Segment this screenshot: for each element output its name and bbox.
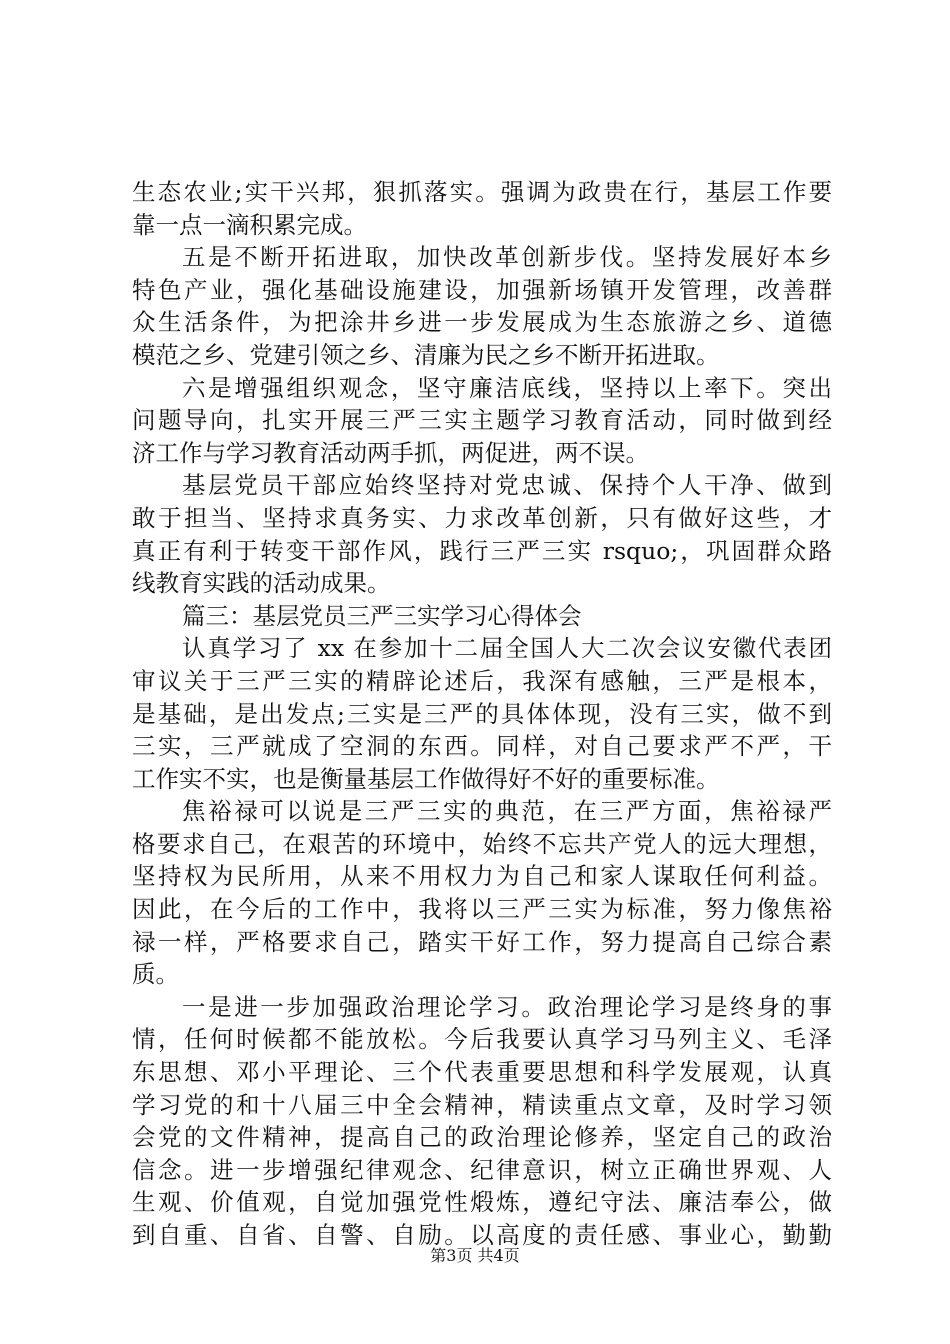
- text-line: 信念。进一步增强纪律观念、纪律意识，树立正确世界观、人: [132, 1155, 832, 1184]
- text-line: 模范之乡、党建引领之乡、清廉为民之乡不断开拓进取。: [132, 340, 720, 369]
- page-footer: [0, 1246, 950, 1266]
- document-body: [132, 176, 832, 1252]
- text-line: 会党的文件精神，提高自己的政治理论修养，坚定自己的政治: [132, 1123, 832, 1152]
- text-line: 五是不断开拓进取，加快改革创新步伐。坚持发展好本乡: [182, 243, 832, 272]
- text-line: 因此，在今后的工作中，我将以三严三实为标准，努力像焦裕: [132, 895, 832, 924]
- text-line: 坚持权为民所用，从来不用权力为自己和家人谋取任何利益。: [132, 862, 832, 891]
- text-line: 基层党员干部应始终坚持对党忠诚、保持个人干净、做到: [182, 471, 832, 500]
- text-line: 东思想、邓小平理论、三个代表重要思想和科学发展观，认真: [132, 1058, 832, 1087]
- text-line: 一是进一步加强政治理论学习。政治理论学习是终身的事: [182, 992, 832, 1021]
- text-line: 线教育实践的活动成果。: [132, 569, 391, 598]
- text-line: 认真学习了 xx 在参加十二届全国人大二次会议安徽代表团: [182, 634, 832, 663]
- text-line: 是基础，是出发点;三实是三严的具体体现，没有三实，做不到: [132, 699, 832, 728]
- text-line: 工作实不实，也是衡量基层工作做得好不好的重要标准。: [132, 764, 720, 793]
- text-line: 真正有利于转变干部作风，践行三严三实 rsquo;，巩固群众路: [132, 536, 832, 565]
- text-line: 情，任何时候都不能放松。今后我要认真学习马列主义、毛泽: [132, 1025, 832, 1054]
- text-line: 生态农业;实干兴邦，狠抓落实。强调为政贵在行，基层工作要: [132, 178, 832, 206]
- text-line: 到自重、自省、自警、自励。以高度的责任感、事业心，勤勤: [132, 1221, 832, 1249]
- text-line: 审议关于三严三实的精辟论述后，我深有感触，三严是根本，: [132, 666, 832, 695]
- text-line: 篇三：基层党员三严三实学习心得体会: [182, 601, 582, 630]
- text-line: 禄一样，严格要求自己，踏实干好工作，努力提高自己综合素: [132, 927, 832, 956]
- page-number: 第3页 共4页: [430, 1246, 520, 1265]
- text-line: 济工作与学习教育活动两手抓，两促进，两不误。: [132, 438, 649, 467]
- text-line: 学习党的和十八届三中全会精神，精读重点文章，及时学习领: [132, 1090, 832, 1119]
- text-line: 六是增强组织观念，坚守廉洁底线，坚持以上率下。突出: [182, 373, 832, 402]
- text-line: 焦裕禄可以说是三严三实的典范，在三严方面，焦裕禄严: [182, 797, 832, 826]
- text-line: 三实，三严就成了空洞的东西。同样，对自己要求严不严，干: [132, 732, 832, 761]
- text-line: 质。: [132, 960, 179, 989]
- text-line: 敢于担当、坚持求真务实、力求改革创新，只有做好这些，才: [132, 503, 832, 532]
- text-line: 问题导向，扎实开展三严三实主题学习教育活动，同时做到经: [132, 406, 832, 435]
- text-line: 靠一点一滴积累完成。: [132, 210, 367, 239]
- text-line: 特色产业，强化基础设施建设，加强新场镇开发管理，改善群: [132, 275, 832, 304]
- text-line: 格要求自己，在艰苦的环境中，始终不忘共产党人的远大理想，: [132, 829, 832, 858]
- text-line: 众生活条件，为把涂井乡进一步发展成为生态旅游之乡、道德: [132, 308, 832, 337]
- text-line: 生观、价值观，自觉加强党性煅炼，遵纪守法、廉洁奉公，做: [132, 1188, 832, 1217]
